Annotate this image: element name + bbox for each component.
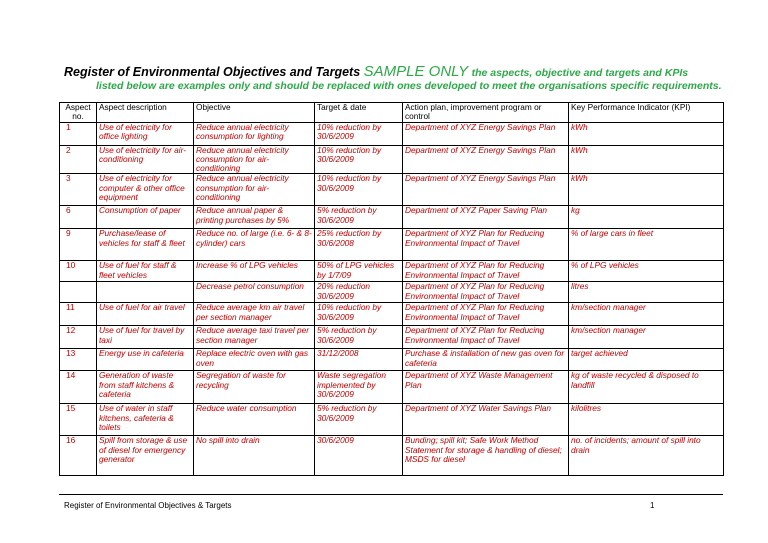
table-cell: 12 <box>60 326 97 349</box>
table-row <box>60 436 724 476</box>
document-title <box>64 64 744 81</box>
table-cell: Replace electric oven with gas oven <box>194 349 315 371</box>
table-cell: 10 <box>60 261 97 282</box>
table-cell: Segregation of waste for recycling <box>194 371 315 404</box>
table-cell: Reduce annual electricity consumption for air-conditioning <box>194 145 315 174</box>
table-row <box>60 261 724 282</box>
table-cell: kilolitres <box>569 404 724 436</box>
table-cell: 9 <box>60 229 97 261</box>
table-cell: 10% reduction by 30/6/2009 <box>315 122 403 145</box>
table-body <box>60 122 724 476</box>
footer-title: Register of Environmental Objectives & Targets <box>64 501 232 510</box>
table-cell: Increase % of LPG vehicles <box>194 261 315 282</box>
table-cell: Department of XYZ Energy Savings Plan <box>403 174 569 206</box>
table-cell: Reduce average taxi travel per section manager <box>194 326 315 349</box>
table-cell: Purchase/lease of vehicles for staff & fleet <box>97 229 194 261</box>
table-cell: Reduce annual paper & printing purchases by 5% <box>194 206 315 229</box>
table-cell: 5% reduction by 30/6/2009 <box>315 326 403 349</box>
table-cell: km/section manager <box>569 326 724 349</box>
table-cell: 10% reduction by 30/6/2009 <box>315 174 403 206</box>
table-cell: 1 <box>60 122 97 145</box>
column-header: Action plan, improvement program or control <box>403 103 569 123</box>
table-cell: 10% reduction by 30/6/2009 <box>315 303 403 326</box>
table-cell: Department of XYZ Plan for Reducing Environmental Impact of Travel <box>403 229 569 261</box>
table-cell: 5% reduction by 30/6/2009 <box>315 206 403 229</box>
table-cell: 25% reduction by 30/6/2008 <box>315 229 403 261</box>
table-cell: 20% reduction 30/6/2009 <box>315 282 403 303</box>
table-cell: Purchase & installation of new gas oven for cafeteria <box>403 349 569 371</box>
table-cell: 13 <box>60 349 97 371</box>
table-cell: Reduce annual electricity consumption for air-conditioning <box>194 174 315 206</box>
table-cell: Reduce no. of large (i.e. 6- & 8-cylinder) cars <box>194 229 315 261</box>
table-row <box>60 326 724 349</box>
table-cell: kg of waste recycled & disposed to landfill <box>569 371 724 404</box>
table-cell: 15 <box>60 404 97 436</box>
table-cell: Use of water in staff kitchens, cafeteria & toilets <box>97 404 194 436</box>
table-cell: Reduce water consumption <box>194 404 315 436</box>
table-cell <box>97 282 194 303</box>
table-cell: Use of fuel for air travel <box>97 303 194 326</box>
table-cell: Department of XYZ Plan for Reducing Environmental Impact of Travel <box>403 282 569 303</box>
table-cell: Department of XYZ Paper Saving Plan <box>403 206 569 229</box>
table-cell: 31/12/2008 <box>315 349 403 371</box>
table-cell: Bunding; spill kit; Safe Work Method Statement for storage & handling of diesel; MSDS for diesel <box>403 436 569 476</box>
table-cell: Generation of waste from staff kitchens & cafeteria <box>97 371 194 404</box>
table-cell: kWh <box>569 145 724 174</box>
table-cell: Use of electricity for office lighting <box>97 122 194 145</box>
table-cell: % of large cars in fleet <box>569 229 724 261</box>
column-header: Key Performance Indicator (KPI) <box>569 103 724 123</box>
table-row <box>60 282 724 303</box>
table-cell: km/section manager <box>569 303 724 326</box>
column-header: Aspect no. <box>60 103 97 123</box>
table-cell: kg <box>569 206 724 229</box>
table-cell: Department of XYZ Waste Management Plan <box>403 371 569 404</box>
table-row <box>60 145 724 174</box>
table-cell: No spill into drain <box>194 436 315 476</box>
footer-divider <box>59 494 723 495</box>
table-cell: Department of XYZ Water Savings Plan <box>403 404 569 436</box>
table-cell: 10% reduction by 30/6/2009 <box>315 145 403 174</box>
table-cell: Department of XYZ Energy Savings Plan <box>403 122 569 145</box>
table-cell: Department of XYZ Plan for Reducing Environmental Impact of Travel <box>403 303 569 326</box>
table-header-row <box>60 103 724 123</box>
column-header: Target & date <box>315 103 403 123</box>
table-cell: target achieved <box>569 349 724 371</box>
objectives-table <box>59 102 724 476</box>
table-cell: 14 <box>60 371 97 404</box>
table-cell: 5% reduction by 30/6/2009 <box>315 404 403 436</box>
column-header: Objective <box>194 103 315 123</box>
table-cell: Waste segregation implemented by 30/6/2009 <box>315 371 403 404</box>
table-row <box>60 206 724 229</box>
title-text: Register of Environmental Objectives and Targets <box>64 65 361 79</box>
table-cell: 2 <box>60 145 97 174</box>
table-cell: Reduce average km air travel per section manager <box>194 303 315 326</box>
table-cell: Energy use in cafeteria <box>97 349 194 371</box>
table-row <box>60 404 724 436</box>
table-cell: 16 <box>60 436 97 476</box>
table-row <box>60 371 724 404</box>
table-cell: 50% of LPG vehicles by 1/7/09 <box>315 261 403 282</box>
table-cell: % of LPG vehicles <box>569 261 724 282</box>
table-cell: Use of electricity for computer & other office equipment <box>97 174 194 206</box>
table-cell: Department of XYZ Energy Savings Plan <box>403 145 569 174</box>
table-cell: Consumption of paper <box>97 206 194 229</box>
document-subtitle: listed below are examples only and should be replaced with ones developed to meet the organisations specific requirements. <box>96 80 722 92</box>
table-cell: 30/6/2009 <box>315 436 403 476</box>
table-row <box>60 349 724 371</box>
table-cell: Decrease petrol consumption <box>194 282 315 303</box>
table-cell: Spill from storage & use of diesel for emergency generator <box>97 436 194 476</box>
table-cell: Use of electricity for air-conditioning <box>97 145 194 174</box>
table-cell <box>60 282 97 303</box>
column-header: Aspect description <box>97 103 194 123</box>
table-cell: 3 <box>60 174 97 206</box>
table-cell: Reduce annual electricity consumption for lighting <box>194 122 315 145</box>
table-cell: kWh <box>569 122 724 145</box>
title-rest: the aspects, objective and targets and KPIs <box>471 67 689 79</box>
table-cell: Department of XYZ Plan for Reducing Environmental Impact of Travel <box>403 326 569 349</box>
table-cell: 6 <box>60 206 97 229</box>
table-row <box>60 122 724 145</box>
table-row <box>60 303 724 326</box>
table-row <box>60 174 724 206</box>
table-cell: Use of fuel for travel by taxi <box>97 326 194 349</box>
table-cell: Department of XYZ Plan for Reducing Environmental Impact of Travel <box>403 261 569 282</box>
table-cell: litres <box>569 282 724 303</box>
table-cell: Use of fuel for staff & fleet vehicles <box>97 261 194 282</box>
sample-only-label: SAMPLE ONLY <box>363 63 469 80</box>
table-cell: no. of incidents; amount of spill into drain <box>569 436 724 476</box>
table-cell: kWh <box>569 174 724 206</box>
table-cell: 11 <box>60 303 97 326</box>
table-row <box>60 229 724 261</box>
page-number: 1 <box>650 501 655 510</box>
